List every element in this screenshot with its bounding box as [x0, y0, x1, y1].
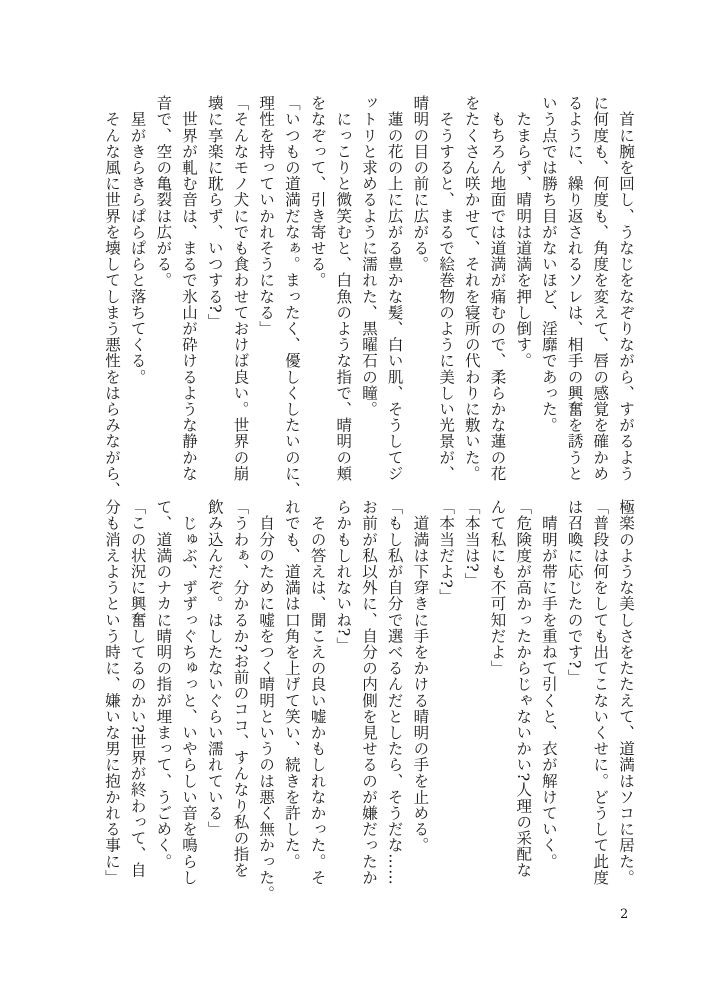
text-line: 晴明の目の前に広がる。: [411, 95, 430, 273]
text-line: 壊に享楽に耽らず、いつする?」: [205, 95, 224, 330]
text-line: 「普段は何をしても出てこないくせに。どうして此度: [591, 499, 610, 886]
text-line: たまらず、晴明は道満を押し倒す。: [514, 95, 533, 369]
text-line: お前が私以外に、自分の内側を見せるのが嫌だったか: [359, 499, 378, 886]
text-line: 「うわぁ、分かるか?お前のココ、すんなり私の指を: [231, 499, 250, 879]
text-line: 飲み込んだぞ。はしたないぐらい濡れている」: [205, 499, 224, 838]
text-line: もちろん地面では道満が痛むので、柔らかな蓮の花: [488, 95, 507, 482]
text-line: その答えは、聞こえの良い嘘かもしれなかった。そ: [308, 499, 327, 886]
text-line: をなぞって、引き寄せる。: [308, 95, 327, 289]
text-line: いう点では勝ち目がないほど、淫靡であった。: [539, 95, 558, 434]
page-number: 2: [620, 907, 629, 922]
text-line: 蓮の花の上に広がる豊かな髪、白い肌、そうしてジ: [385, 95, 404, 482]
text-line: 「そんなモノ犬にでも食わせておけば良い。世界の崩: [231, 95, 250, 482]
text-line: 「本当は?」: [462, 499, 481, 589]
text-line: 首に腕を回し、うなじをなぞりながら、すがるよう: [617, 95, 635, 482]
text-line: そんな風に世界を壊してしまう悪性をはらみながら、: [102, 95, 121, 498]
text-line: じゅぶ、ずずっぐちゅっと、いやらしい音を鳴らし: [180, 499, 199, 886]
text-line: をたくさん咲かせて、それを寝所の代わりに敷いた。: [462, 95, 481, 482]
text-line: 晴明が帯に手を重ねて引くと、衣が解けていく。: [539, 499, 558, 870]
text-line: るように、繰り返されるソレは、相手の興奮を誘うと: [565, 95, 584, 482]
text-line: て、道満のナカに晴明の指が埋まって、うごめく。: [154, 499, 173, 870]
text-line: んて私にも不可知だよ」: [488, 499, 507, 677]
text-line: れでも、道満は口角を上げて笑い、続きを許した。: [282, 499, 301, 870]
text-line: 自分のために嘘をつく晴明というのは悪く無かった。: [257, 499, 276, 902]
text-line: 「この状況に興奮してるのかい?世界が終わって、自: [128, 499, 147, 879]
text-line: 理性を持っていかれそうになる」: [257, 95, 276, 337]
text-line: 星がきらきらぱらぱらと落ちてくる。: [128, 95, 147, 385]
text-line: ットリと求めるように濡れた、黒曜石の瞳。: [359, 95, 378, 417]
text-line: 「いつもの道満だなぁ。まったく、優しくしたいのに、: [282, 95, 301, 498]
text-line: は召喚に応じたのです?」: [565, 499, 584, 686]
text-line: 「危険度が高かったからじゃないかい?人理の采配な: [514, 499, 533, 879]
text-line: 分も消えようという時に、嫌いな男に抱かれる事に」: [102, 499, 121, 886]
text-line: 音で、空の亀裂は広がる。: [154, 95, 173, 289]
text-line: 道満は下穿きに手をかける晴明の手を止める。: [411, 499, 430, 854]
text-line: にっこりと微笑むと、白魚のような指で、晴明の頬: [334, 95, 353, 482]
text-block-lower: [97, 499, 638, 902]
text-line: 「もし私が自分で選べるんだとしたら、そうだな……: [385, 499, 404, 886]
text-line: らかもしれないね?」: [334, 499, 353, 653]
text-line: に何度も、何度も、角度を変えて、唇の感覚を確かめ: [591, 95, 610, 482]
text-line: 「本当だよ?」: [437, 499, 456, 605]
text-block-upper: [97, 95, 638, 498]
text-line: そうすると、まるで絵巻物のように美しい光景が、: [437, 95, 456, 482]
text-line: 極楽のような美しさをたたえて、道満はソコに居た。: [617, 499, 635, 886]
text-line: 世界が軋む音は、まるで氷山が砕けるような静かな: [180, 95, 199, 482]
